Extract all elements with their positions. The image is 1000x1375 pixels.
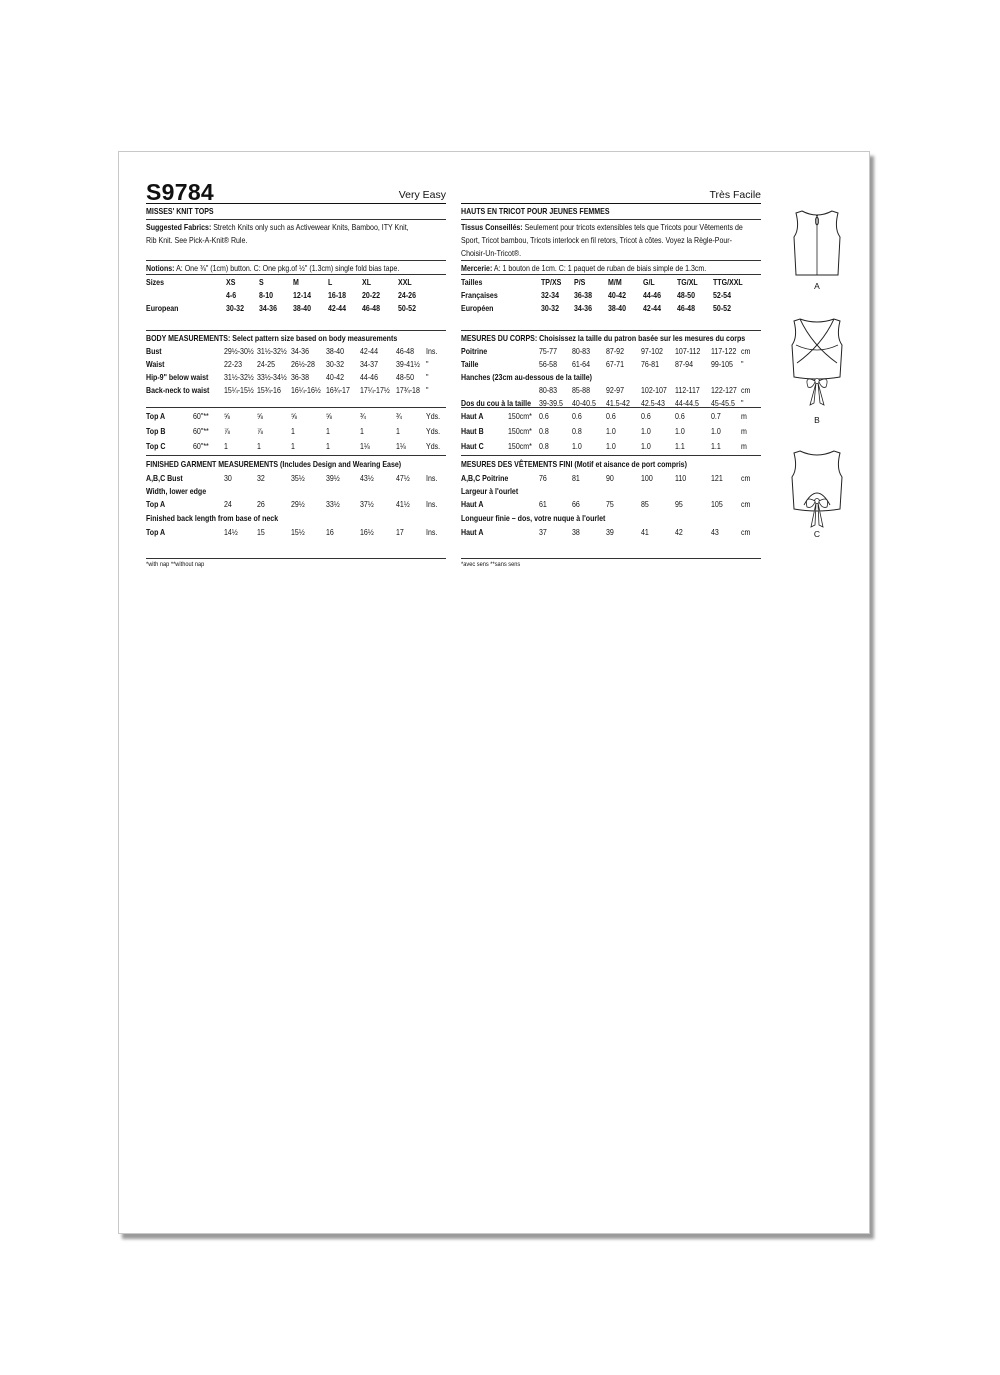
divider xyxy=(146,274,446,275)
table-cell: 1.0 xyxy=(606,426,616,436)
table-cell: Longueur finie – dos, votre nuque à l'ourlet xyxy=(461,513,606,523)
table-cell: Back-neck to waist xyxy=(146,385,210,395)
table-cell: 38-40 xyxy=(293,303,311,313)
table-cell: 1.0 xyxy=(711,426,721,436)
table-cell: 37 xyxy=(539,527,547,537)
table-cell: 42-44 xyxy=(643,303,661,313)
table-row xyxy=(461,485,761,497)
garment-title: MISSES' KNIT TOPS xyxy=(146,206,214,216)
table-cell: 0.8 xyxy=(572,426,582,436)
divider xyxy=(461,274,761,275)
table-cell: Ins. xyxy=(426,527,438,537)
table-cell: TP/XS xyxy=(541,277,562,287)
table-cell: 44-44.5 xyxy=(675,398,699,408)
table-cell: 44-46 xyxy=(643,290,661,300)
table-cell: " xyxy=(741,398,744,408)
table-cell: 61 xyxy=(539,499,547,509)
divider xyxy=(146,330,446,331)
table-cell: cm xyxy=(741,385,751,395)
table-cell: 1.0 xyxy=(675,426,685,436)
table-cell: Dos du cou à la taille xyxy=(461,398,531,408)
body-measurements-heading: MESURES DU CORPS: Choisissez la taille du patron basée sur les mesures du corps xyxy=(461,333,746,343)
difficulty-level: Très Facile xyxy=(709,189,761,201)
table-cell: cm xyxy=(741,527,751,537)
table-cell: 24 xyxy=(224,499,232,509)
table-cell: cm xyxy=(741,499,751,509)
table-cell: XS xyxy=(226,277,236,287)
table-row xyxy=(146,289,446,301)
table-cell: 85-88 xyxy=(572,385,590,395)
table-cell: 38 xyxy=(572,527,580,537)
table-cell: 33½ xyxy=(326,499,340,509)
table-cell: 16¾-17 xyxy=(326,385,350,395)
table-cell: A,B,C Bust xyxy=(146,473,183,483)
divider xyxy=(461,455,761,456)
table-cell: 95 xyxy=(675,499,683,509)
table-row xyxy=(146,410,446,422)
table-cell: 42-44 xyxy=(360,346,378,356)
fabrics-line: Choisir-Un-Tricot®. xyxy=(461,248,522,258)
table-row xyxy=(146,498,446,510)
table-cell: 90 xyxy=(606,473,614,483)
divider xyxy=(461,203,761,204)
table-row xyxy=(146,425,446,437)
table-cell: 110 xyxy=(675,473,687,483)
table-cell: Haut C xyxy=(461,441,484,451)
table-cell: 22-23 xyxy=(224,359,242,369)
table-cell: " xyxy=(741,359,744,369)
table-cell: ⅝ xyxy=(326,411,332,421)
table-cell: Top B xyxy=(146,426,166,436)
table-cell: 46-48 xyxy=(677,303,695,313)
table-cell: Haut A xyxy=(461,499,484,509)
table-cell: 81 xyxy=(572,473,580,483)
table-row xyxy=(461,472,761,484)
table-row xyxy=(461,371,761,383)
table-cell: 0.6 xyxy=(539,411,549,421)
table-cell: 60"** xyxy=(193,441,209,451)
table-cell: 43½ xyxy=(360,473,374,483)
table-cell: 1 xyxy=(326,426,330,436)
table-cell: 52-54 xyxy=(713,290,731,300)
table-cell: 42.5-43 xyxy=(641,398,665,408)
table-cell: 42 xyxy=(675,527,683,537)
table-cell: 48-50 xyxy=(396,372,414,382)
table-cell: Yds. xyxy=(426,411,441,421)
table-cell: 4-6 xyxy=(226,290,237,300)
table-cell: ⅝ xyxy=(224,411,230,421)
table-cell: P/S xyxy=(574,277,586,287)
table-row xyxy=(146,512,446,524)
view-label: C xyxy=(813,529,821,539)
table-cell: Top A xyxy=(146,499,166,509)
divider xyxy=(461,219,761,220)
table-cell: 42-44 xyxy=(328,303,346,313)
table-cell: 50-52 xyxy=(398,303,416,313)
table-cell: 39-39.5 xyxy=(539,398,563,408)
footnote: *with nap **without nap xyxy=(146,561,205,568)
table-cell: 100 xyxy=(641,473,653,483)
table-cell: Tailles xyxy=(461,277,483,287)
table-cell: 26 xyxy=(257,499,265,509)
table-cell: 97-102 xyxy=(641,346,663,356)
table-cell: 0.6 xyxy=(572,411,582,421)
table-cell: 75-77 xyxy=(539,346,557,356)
divider xyxy=(146,455,446,456)
table-row xyxy=(461,425,761,437)
table-row xyxy=(461,526,761,538)
table-cell: Yds. xyxy=(426,426,441,436)
table-cell: 31½-32½ xyxy=(224,372,254,382)
divider xyxy=(146,558,446,559)
table-row xyxy=(146,384,446,396)
table-cell: 117-122 xyxy=(711,346,737,356)
table-cell: XL xyxy=(362,277,371,287)
pattern-envelope-back xyxy=(118,151,870,1234)
divider xyxy=(146,407,446,408)
table-row xyxy=(461,498,761,510)
garment-title: HAUTS EN TRICOT POUR JEUNES FEMMES xyxy=(461,206,610,216)
table-row xyxy=(146,371,446,383)
table-cell: XXL xyxy=(398,277,412,287)
table-cell: 1⅛ xyxy=(396,441,406,451)
table-cell: 36-38 xyxy=(574,290,592,300)
table-cell: Top A xyxy=(146,527,166,537)
table-cell: 1 xyxy=(326,441,330,451)
table-cell: 30-32 xyxy=(226,303,244,313)
notions-line: Mercerie: A: 1 bouton de 1cm. C: 1 paquet de ruban de biais simple de 1.3cm. xyxy=(461,263,707,273)
table-cell: " xyxy=(426,385,429,395)
table-row xyxy=(461,384,761,396)
table-cell: Françaises xyxy=(461,290,498,300)
table-cell: 80-83 xyxy=(539,385,557,395)
table-cell: M/M xyxy=(608,277,622,287)
table-cell: 60"** xyxy=(193,411,209,421)
table-cell: 107-112 xyxy=(675,346,701,356)
table-row xyxy=(461,410,761,422)
table-row xyxy=(146,472,446,484)
table-cell: 16½ xyxy=(360,527,374,537)
table-cell: 38-40 xyxy=(326,346,344,356)
table-cell: 1 xyxy=(291,426,295,436)
table-cell: 1 xyxy=(360,426,364,436)
table-cell: 41½ xyxy=(396,499,410,509)
table-cell: 92-97 xyxy=(606,385,624,395)
table-cell: m xyxy=(741,411,747,421)
divider xyxy=(461,407,761,408)
fabrics-line: Suggested Fabrics: Stretch Knits only such as Activewear Knits, Bamboo, ITY Knit, xyxy=(146,222,409,232)
table-cell: 30-32 xyxy=(541,303,559,313)
table-cell: ⅝ xyxy=(257,411,263,421)
table-cell: Yds. xyxy=(426,441,441,451)
table-cell: 15½ xyxy=(291,527,305,537)
pattern-number: S9784 xyxy=(146,179,215,205)
table-cell: Waist xyxy=(146,359,165,369)
view-b xyxy=(782,315,852,425)
table-cell: 1.0 xyxy=(641,426,651,436)
table-cell: 31½-32½ xyxy=(257,346,287,356)
table-cell: 46-48 xyxy=(396,346,414,356)
table-cell: " xyxy=(426,359,429,369)
table-cell: 33½-34½ xyxy=(257,372,287,382)
body-measurements-heading: BODY MEASUREMENTS: Select pattern size based on body measurements xyxy=(146,333,398,343)
table-row xyxy=(146,302,446,314)
table-cell: 56-58 xyxy=(539,359,557,369)
table-cell: Haut A xyxy=(461,411,484,421)
table-cell: 48-50 xyxy=(677,290,695,300)
table-cell: 16-18 xyxy=(328,290,346,300)
divider xyxy=(146,260,446,261)
table-cell: 61-64 xyxy=(572,359,590,369)
table-row xyxy=(146,358,446,370)
view-label: A xyxy=(814,281,820,291)
table-cell: 112-117 xyxy=(675,385,700,395)
table-row xyxy=(461,276,761,288)
table-row xyxy=(461,358,761,370)
table-cell: 1.1 xyxy=(675,441,685,451)
table-cell: ¾ xyxy=(360,411,366,421)
table-cell: 16¼-16½ xyxy=(291,385,321,395)
table-cell: 150cm* xyxy=(508,441,532,451)
table-cell: 85 xyxy=(641,499,649,509)
table-cell: 60"** xyxy=(193,426,209,436)
table-cell: 150cm* xyxy=(508,426,532,436)
table-cell: 34-36 xyxy=(574,303,592,313)
table-cell: 15¼-15½ xyxy=(224,385,254,395)
table-cell: 37½ xyxy=(360,499,374,509)
table-cell: 66 xyxy=(572,499,580,509)
table-cell: L xyxy=(328,277,333,287)
table-row xyxy=(461,289,761,301)
finished-measurements-heading: FINISHED GARMENT MEASUREMENTS (Includes Design and Wearing Ease) xyxy=(146,459,402,469)
table-cell: 40-40.5 xyxy=(572,398,596,408)
table-cell: TTG/XXL xyxy=(713,277,743,287)
table-cell: 0.7 xyxy=(711,411,721,421)
table-cell: 40-42 xyxy=(326,372,344,382)
table-cell: 32-34 xyxy=(541,290,559,300)
table-cell: 12-14 xyxy=(293,290,311,300)
table-cell: m xyxy=(741,426,747,436)
table-cell: 35½ xyxy=(291,473,305,483)
table-cell: 34-37 xyxy=(360,359,378,369)
table-cell: Haut B xyxy=(461,426,484,436)
table-cell: 16 xyxy=(326,527,334,537)
table-cell: G/L xyxy=(643,277,655,287)
table-cell: 17¾-18 xyxy=(396,385,420,395)
table-cell: 44-46 xyxy=(360,372,378,382)
table-cell: 1 xyxy=(291,441,295,451)
table-cell: 75 xyxy=(606,499,614,509)
crossover-back-tie-top-icon xyxy=(782,315,852,415)
table-cell: Top C xyxy=(146,441,166,451)
view-label: B xyxy=(814,415,820,425)
table-cell: 1⅛ xyxy=(360,441,370,451)
table-cell: M xyxy=(293,277,299,287)
table-cell: cm xyxy=(741,346,751,356)
table-row xyxy=(146,345,446,357)
table-row xyxy=(146,526,446,538)
table-cell: 32 xyxy=(257,473,265,483)
table-cell: 80-83 xyxy=(572,346,590,356)
table-cell: ⅞ xyxy=(224,426,230,436)
table-cell: 0.8 xyxy=(539,426,549,436)
table-cell: 1.0 xyxy=(641,441,651,451)
table-cell: 150cm* xyxy=(508,411,532,421)
table-row xyxy=(461,345,761,357)
divider xyxy=(461,260,761,261)
table-cell: 102-107 xyxy=(641,385,667,395)
table-cell: 41 xyxy=(641,527,649,537)
table-cell: Ins. xyxy=(426,346,438,356)
table-cell: 17 xyxy=(396,527,404,537)
table-cell: 87-94 xyxy=(675,359,693,369)
divider xyxy=(146,203,446,204)
table-cell: 0.6 xyxy=(675,411,685,421)
table-row xyxy=(146,485,446,497)
table-cell: Bust xyxy=(146,346,162,356)
table-cell: 0.6 xyxy=(641,411,651,421)
table-cell: 36-38 xyxy=(291,372,309,382)
table-cell: " xyxy=(426,372,429,382)
table-row xyxy=(461,302,761,314)
table-cell: 0.6 xyxy=(606,411,616,421)
table-cell: 15¾-16 xyxy=(257,385,281,395)
table-cell: 29½ xyxy=(291,499,305,509)
table-cell: 34-36 xyxy=(259,303,277,313)
table-cell: 20-22 xyxy=(362,290,380,300)
fabrics-line: Tissus Conseillés: Seulement pour tricots extensibles tels que Tricots pour Vêtements de xyxy=(461,222,743,232)
table-cell: 1 xyxy=(257,441,261,451)
table-cell: 1 xyxy=(396,426,400,436)
divider xyxy=(461,558,761,559)
view-a xyxy=(782,207,852,291)
table-cell: 67-71 xyxy=(606,359,624,369)
table-cell: 15 xyxy=(257,527,265,537)
footnote: *avec sens **sans sens xyxy=(461,561,521,568)
table-cell: 43 xyxy=(711,527,719,537)
table-cell: 1.0 xyxy=(606,441,616,451)
table-cell: 40-42 xyxy=(608,290,626,300)
table-cell: S xyxy=(259,277,264,287)
table-cell: 99-105 xyxy=(711,359,733,369)
table-cell: 1 xyxy=(224,441,228,451)
table-cell: 76-81 xyxy=(641,359,659,369)
table-cell: 122-127 xyxy=(711,385,737,395)
table-cell: 1.0 xyxy=(572,441,582,451)
table-cell: 30-32 xyxy=(326,359,344,369)
table-cell: 121 xyxy=(711,473,723,483)
table-cell: Top A xyxy=(146,411,166,421)
table-cell: Hanches (23cm au-dessous de la taille) xyxy=(461,372,592,382)
table-cell: 39 xyxy=(606,527,614,537)
table-row xyxy=(461,512,761,524)
table-cell: 76 xyxy=(539,473,547,483)
notions-line: Notions: A: One ⅜" (1cm) button. C: One pkg.of ½" (1.3cm) single fold bias tape. xyxy=(146,263,400,273)
table-cell: 1.1 xyxy=(711,441,721,451)
table-cell: European xyxy=(146,303,179,313)
table-row xyxy=(461,440,761,452)
table-cell: 39-41½ xyxy=(396,359,420,369)
fabrics-line: Rib Knit. See Pick-A-Knit® Rule. xyxy=(146,235,248,245)
table-cell: TG/XL xyxy=(677,277,698,287)
table-cell: m xyxy=(741,441,747,451)
table-cell: 45-45.5 xyxy=(711,398,735,408)
table-cell: ⅞ xyxy=(257,426,263,436)
divider xyxy=(461,330,761,331)
table-cell: ⅝ xyxy=(291,411,297,421)
table-cell: 105 xyxy=(711,499,723,509)
table-cell: Ins. xyxy=(426,499,438,509)
finished-measurements-heading: MESURES DES VÊTEMENTS FINI (Motif et aisance de port compris) xyxy=(461,459,687,469)
table-cell: 39½ xyxy=(326,473,340,483)
table-cell: Ins. xyxy=(426,473,438,483)
table-cell: ¾ xyxy=(396,411,402,421)
sleeveless-top-back-keyhole-icon xyxy=(782,207,852,279)
table-cell: 24-26 xyxy=(398,290,416,300)
table-cell: 87-92 xyxy=(606,346,624,356)
table-cell: cm xyxy=(741,473,751,483)
table-cell: Européen xyxy=(461,303,494,313)
table-cell: Largeur à l'ourlet xyxy=(461,486,519,496)
table-cell: 14½ xyxy=(224,527,238,537)
table-cell: Finished back length from base of neck xyxy=(146,513,279,523)
table-cell: 41.5-42 xyxy=(606,398,630,408)
table-cell: 0.8 xyxy=(539,441,549,451)
table-cell: 30 xyxy=(224,473,232,483)
table-cell: Poitrine xyxy=(461,346,488,356)
table-cell: A,B,C Poitrine xyxy=(461,473,509,483)
table-cell: 47½ xyxy=(396,473,410,483)
table-cell: Width, lower edge xyxy=(146,486,207,496)
divider xyxy=(146,219,446,220)
table-cell: 17¼-17½ xyxy=(360,385,390,395)
fabrics-line: Sport, Tricot bambou, Tricots interlock en fil retors, Tricot à côtes. Voyez la Règle-Pour- xyxy=(461,235,732,245)
table-cell: 46-48 xyxy=(362,303,380,313)
table-cell: Haut A xyxy=(461,527,484,537)
table-cell: 50-52 xyxy=(713,303,731,313)
table-cell: 24-25 xyxy=(257,359,275,369)
view-c xyxy=(782,447,852,552)
table-cell: 29½-30½ xyxy=(224,346,254,356)
table-cell: 26½-28 xyxy=(291,359,315,369)
table-cell: 8-10 xyxy=(259,290,274,300)
table-cell: 34-36 xyxy=(291,346,309,356)
table-cell: Sizes xyxy=(146,277,164,287)
table-cell: 38-40 xyxy=(608,303,626,313)
table-row xyxy=(146,276,446,288)
table-row xyxy=(146,440,446,452)
table-cell: Hip-9" below waist xyxy=(146,372,209,382)
difficulty-level: Very Easy xyxy=(398,189,446,201)
table-cell: Taille xyxy=(461,359,479,369)
